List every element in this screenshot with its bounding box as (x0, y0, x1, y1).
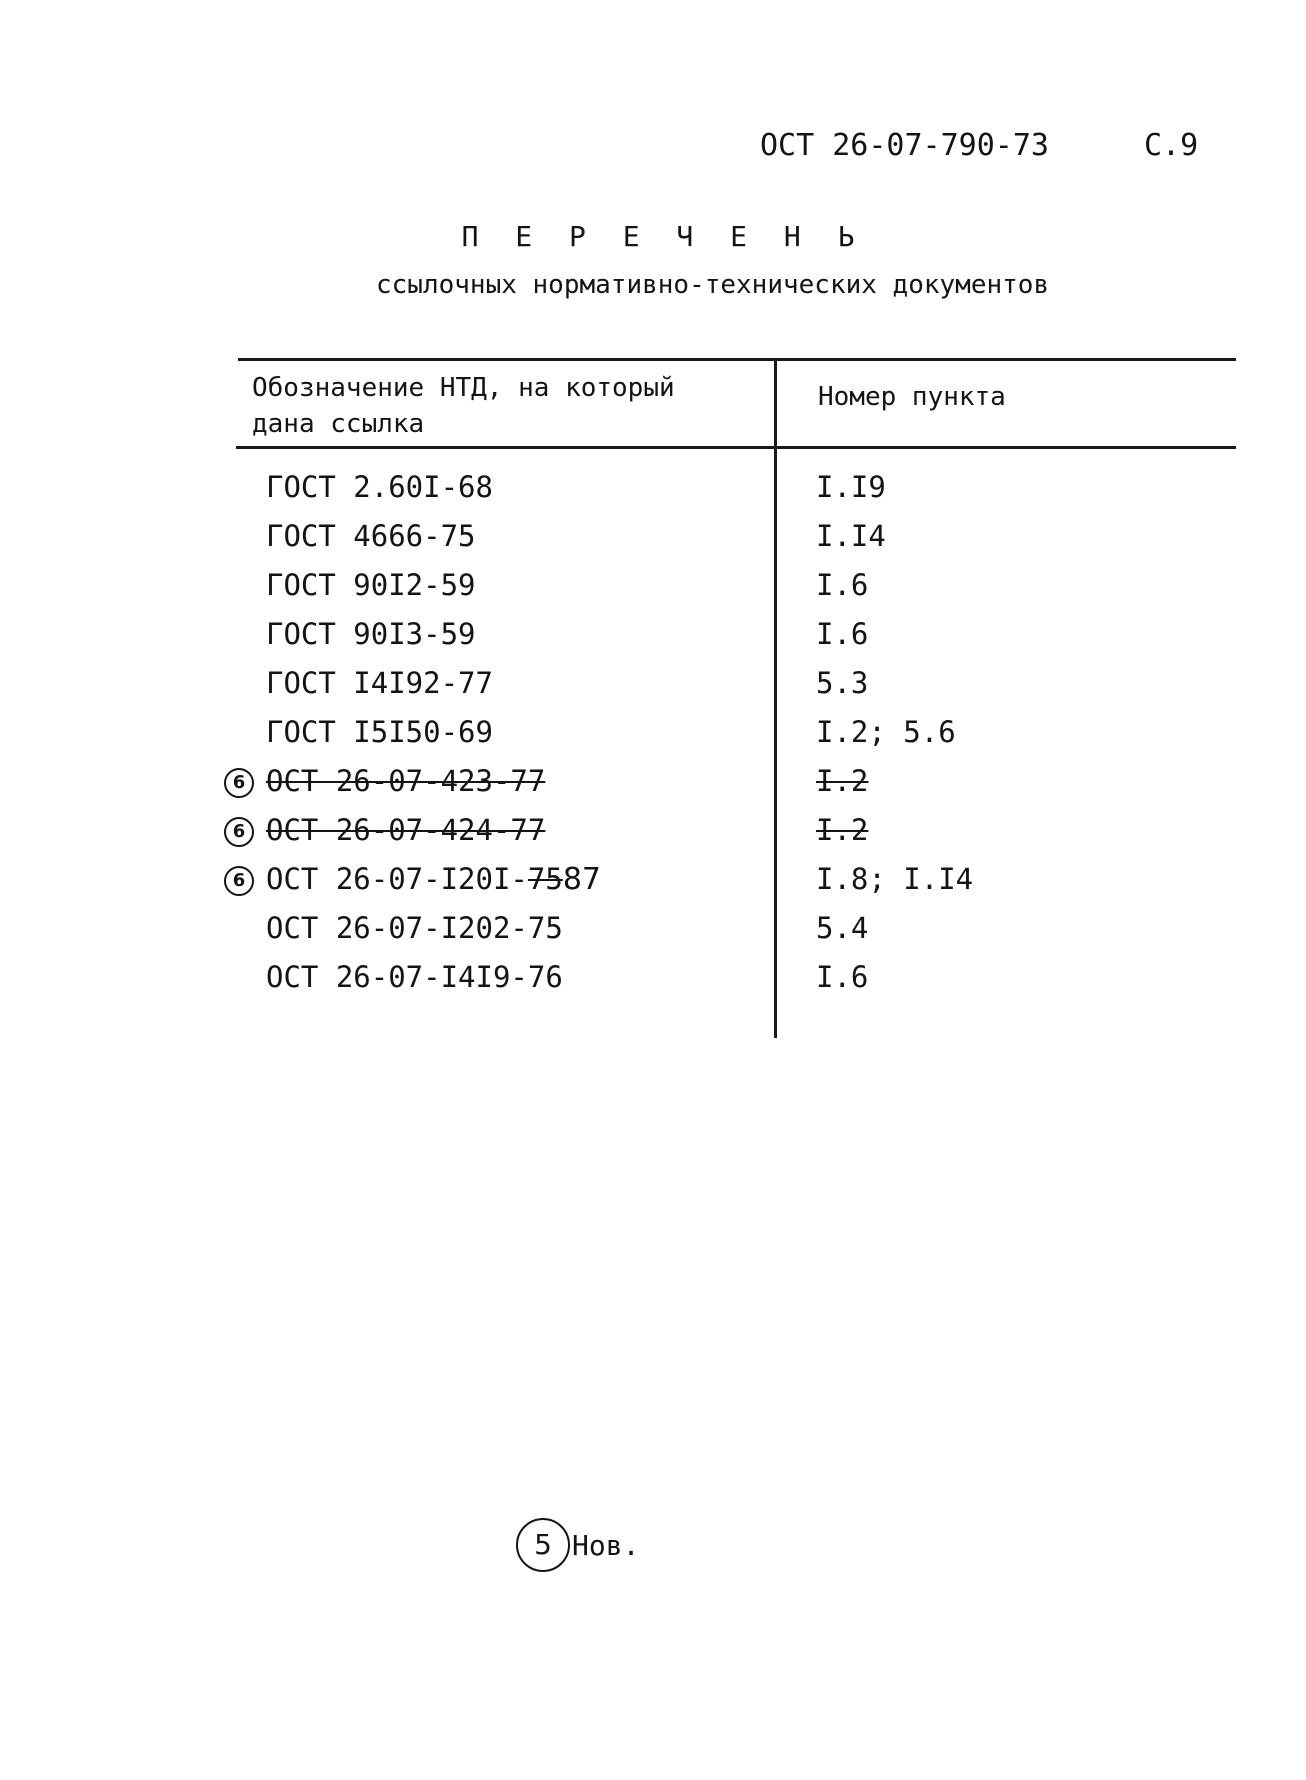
row-document: ОСТ 26-07-I202-75 (266, 911, 563, 945)
row-document: ГОСТ I4I92-77 (266, 666, 493, 700)
row-item: I.6 (816, 960, 869, 994)
row-document: ГОСТ 4666-75 (266, 519, 476, 553)
footer-circle-mark: 5 (516, 1518, 570, 1572)
table-row (0, 470, 1306, 519)
row-item: 5.3 (816, 666, 869, 700)
page-number: С.9 (1144, 128, 1199, 163)
row-document-new-year: 87 (562, 862, 602, 897)
table-row (0, 666, 1306, 715)
row-document (266, 862, 601, 897)
footer-text: Нов. (572, 1528, 640, 1562)
document-title: П Е Р Е Ч Е Н Ь (461, 220, 865, 253)
revision-mark: 6 (224, 866, 254, 896)
table-row (0, 519, 1306, 568)
row-document: ГОСТ 90I3-59 (266, 617, 476, 651)
table-row (0, 911, 1306, 960)
footer (516, 1518, 639, 1572)
revision-mark: 6 (224, 817, 254, 847)
row-item: I.6 (816, 568, 869, 602)
row-item: I.2; 5.6 (816, 715, 956, 749)
table-row (0, 862, 1306, 911)
column-header-document: Обозначение НТД, на который дана ссылка (252, 373, 675, 439)
table-row (0, 960, 1306, 1009)
table-row (0, 715, 1306, 764)
column-header-item: Номер пункта (818, 382, 1006, 412)
row-document: ГОСТ I5I50-69 (266, 715, 493, 749)
table-row (0, 568, 1306, 617)
row-item: I.8; I.I4 (816, 862, 974, 896)
row-document: ГОСТ 90I2-59 (266, 568, 476, 602)
row-document-struck: ОСТ 26-07-424-77 (266, 813, 546, 847)
row-item-struck: I.2 (816, 813, 869, 847)
row-document-struck: ОСТ 26-07-423-77 (266, 764, 546, 798)
table-top-rule (238, 358, 1236, 361)
row-document: ГОСТ 2.60I-68 (266, 470, 493, 504)
row-item: 5.4 (816, 911, 869, 945)
row-document-base: ОСТ 26-07-I20I- (266, 862, 528, 896)
document-subtitle: ссылочных нормативно-технических документов (376, 270, 1050, 300)
table-row (0, 764, 1306, 813)
page-header: ОСТ 26-07-790-73 (760, 128, 1049, 163)
table-row (0, 813, 1306, 862)
row-item: I.I4 (816, 519, 886, 553)
row-item: I.6 (816, 617, 869, 651)
row-item-struck: I.2 (816, 764, 869, 798)
row-item: I.I9 (816, 470, 886, 504)
revision-mark: 6 (224, 768, 254, 798)
table-row (0, 617, 1306, 666)
table-header-rule (236, 446, 1236, 449)
row-document-struck-year: 75 (527, 862, 563, 896)
row-document: ОСТ 26-07-I4I9-76 (266, 960, 563, 994)
